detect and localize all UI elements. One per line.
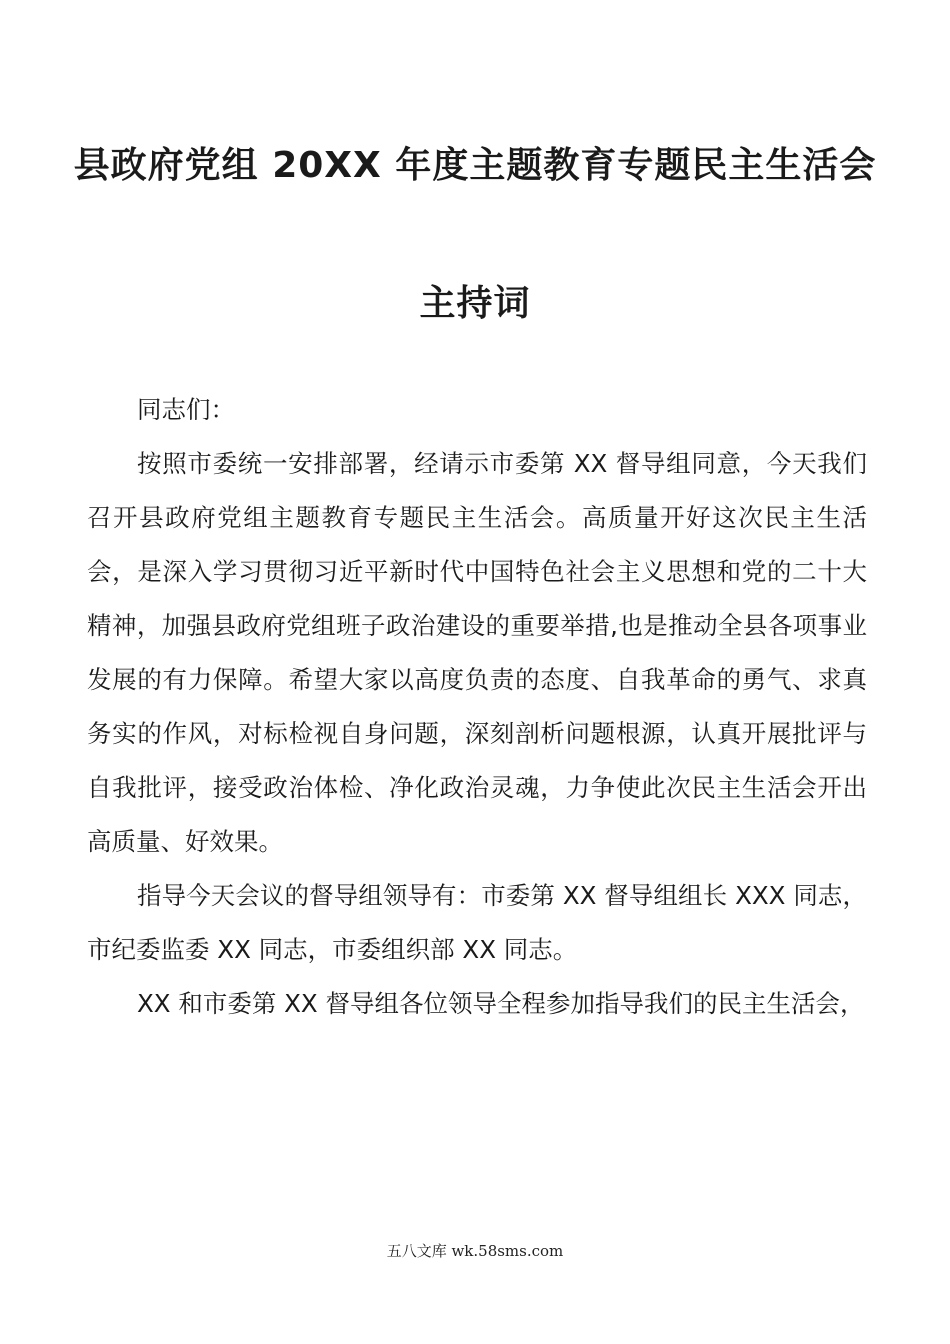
salutation: 同志们： (137, 395, 235, 424)
document-title-line-2: 主持词 (419, 283, 531, 324)
paragraph-1: 按照市委统一安排部署，经请示市委第 XX 督导组同意，今天我们召开县政府党组主题教育专题民主生活会。高质量开好这次民主生活会，是深入学习贯彻习近平新时代中国特色社会主义思想和党的二十大精神，加强县政府党组班子政治建设的重要举措,也是推动全县各项事业发展的有力保障。希望大家以高度负责的态度、自我革命的勇气、求真务实的作风，对标检视自身问题，深刻剖析问题根源，认真开展批评与自我批评，接受政治体检、净化政治灵魂，力争使此次民主生活会开出高质量、好效果。 (87, 449, 867, 856)
document-body (87, 383, 867, 1031)
paragraph-2: 指导今天会议的督导组领导有：市委第 XX 督导组组长 XXX 同志，市纪委监委 XX 同志，市委组织部 XX 同志。 (87, 881, 867, 964)
paragraph-3: XX 和市委第 XX 督导组各位领导全程参加指导我们的民主生活会， (137, 989, 865, 1018)
document-title-line-1: 县政府党组 20XX 年度主题教育专题民主生活会 (73, 145, 877, 186)
footer-watermark: 五八文库 wk.58sms.com (386, 1242, 564, 1260)
